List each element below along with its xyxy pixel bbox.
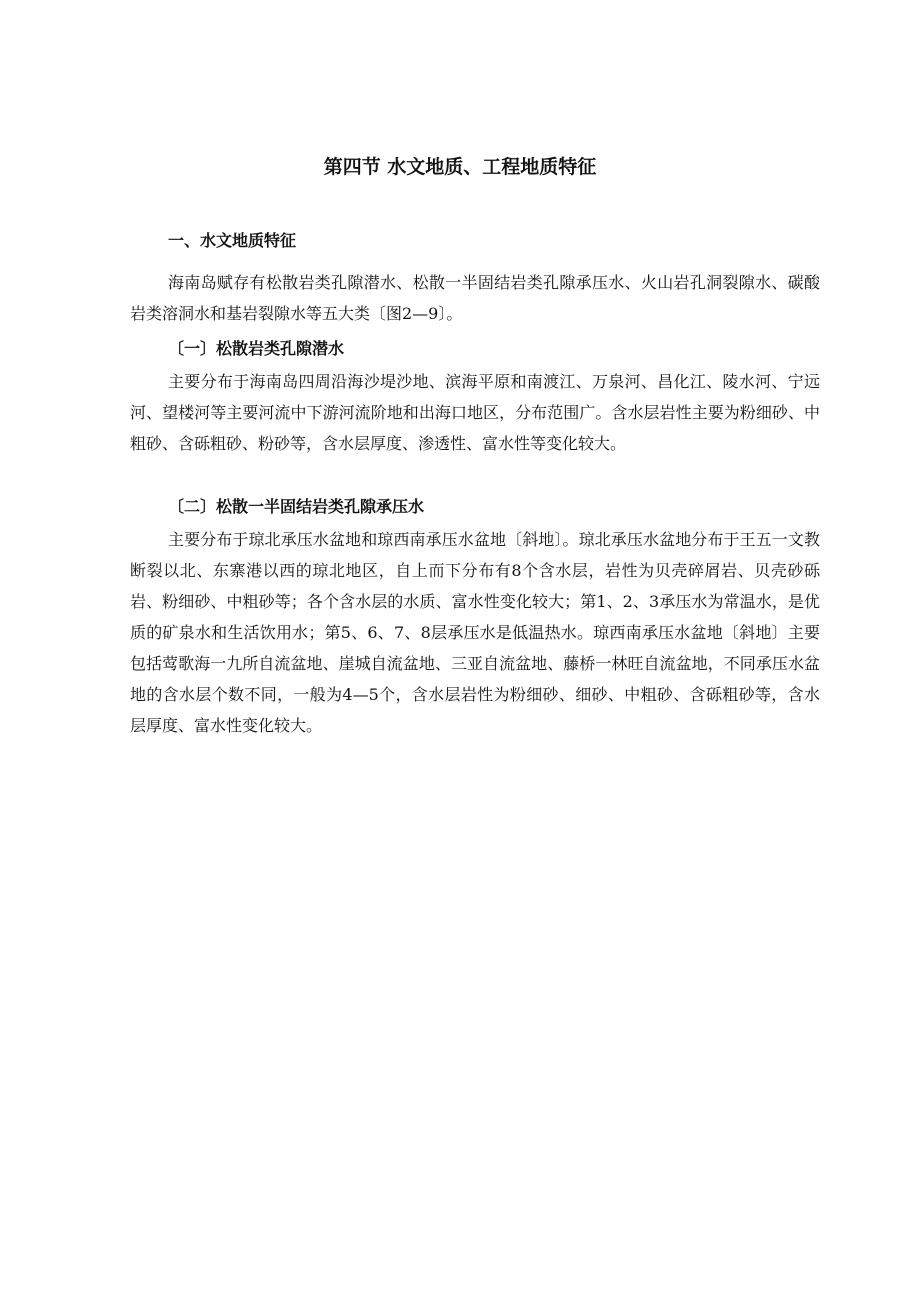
phreatic-water-paragraph: 主要分布于海南岛四周沿海沙堤沙地、滨海平原和南渡江、万泉河、昌化江、陵水河、宁远河、望楼河等主要河流中下游河流阶地和出海口地区，分布范围广。含水层岩性主要为粉细砂、中粗砂、含砾粗砂、粉砂等，含水层厚度、渗透性、富水性等变化较大。 [130, 372, 820, 453]
page-title: 第四节 水文地质、工程地质特征 [323, 156, 597, 178]
intro-paragraph: 海南岛赋存有松散岩类孔隙潜水、松散一半固结岩类孔隙承压水、火山岩孔洞裂隙水、碳酸岩类溶洞水和基岩裂隙水等五大类〔图2—9〕。 [130, 273, 820, 323]
confined-water-paragraph: 主要分布于琼北承压水盆地和琼西南承压水盆地〔斜地〕。琼北承压水盆地分布于王五一文教断裂以北、东寨港以西的琼北地区，自上而下分布有8个含水层，岩性为贝壳碎屑岩、贝壳砂砾岩、粉细砂、中粗砂等；各个含水层的水质、富水性变化较大；第1、2、3承压水为常温水，是优质的矿泉水和生活饮用水；第5、6、7、8层承压水是低温热水。琼西南承压水盆地〔斜地〕主要包括莺歌海一九所自流盆地、崖城自流盆地、三亚自流盆地、藤桥一林旺自流盆地，不同承压水盆地的含水层个数不同，一般为4—5个，含水层岩性为粉细砂、细砂、中粗砂、含砾粗砂等，含水层厚度、富水性变化较大。 [130, 530, 820, 735]
section-heading-hydrogeology: 一、水文地质特征 [168, 231, 297, 250]
subsection-heading-confined-water: 〔二〕松散一半固结岩类孔隙承压水 [168, 497, 425, 516]
subsection-heading-phreatic-water: 〔一〕松散岩类孔隙潜水 [168, 339, 345, 358]
